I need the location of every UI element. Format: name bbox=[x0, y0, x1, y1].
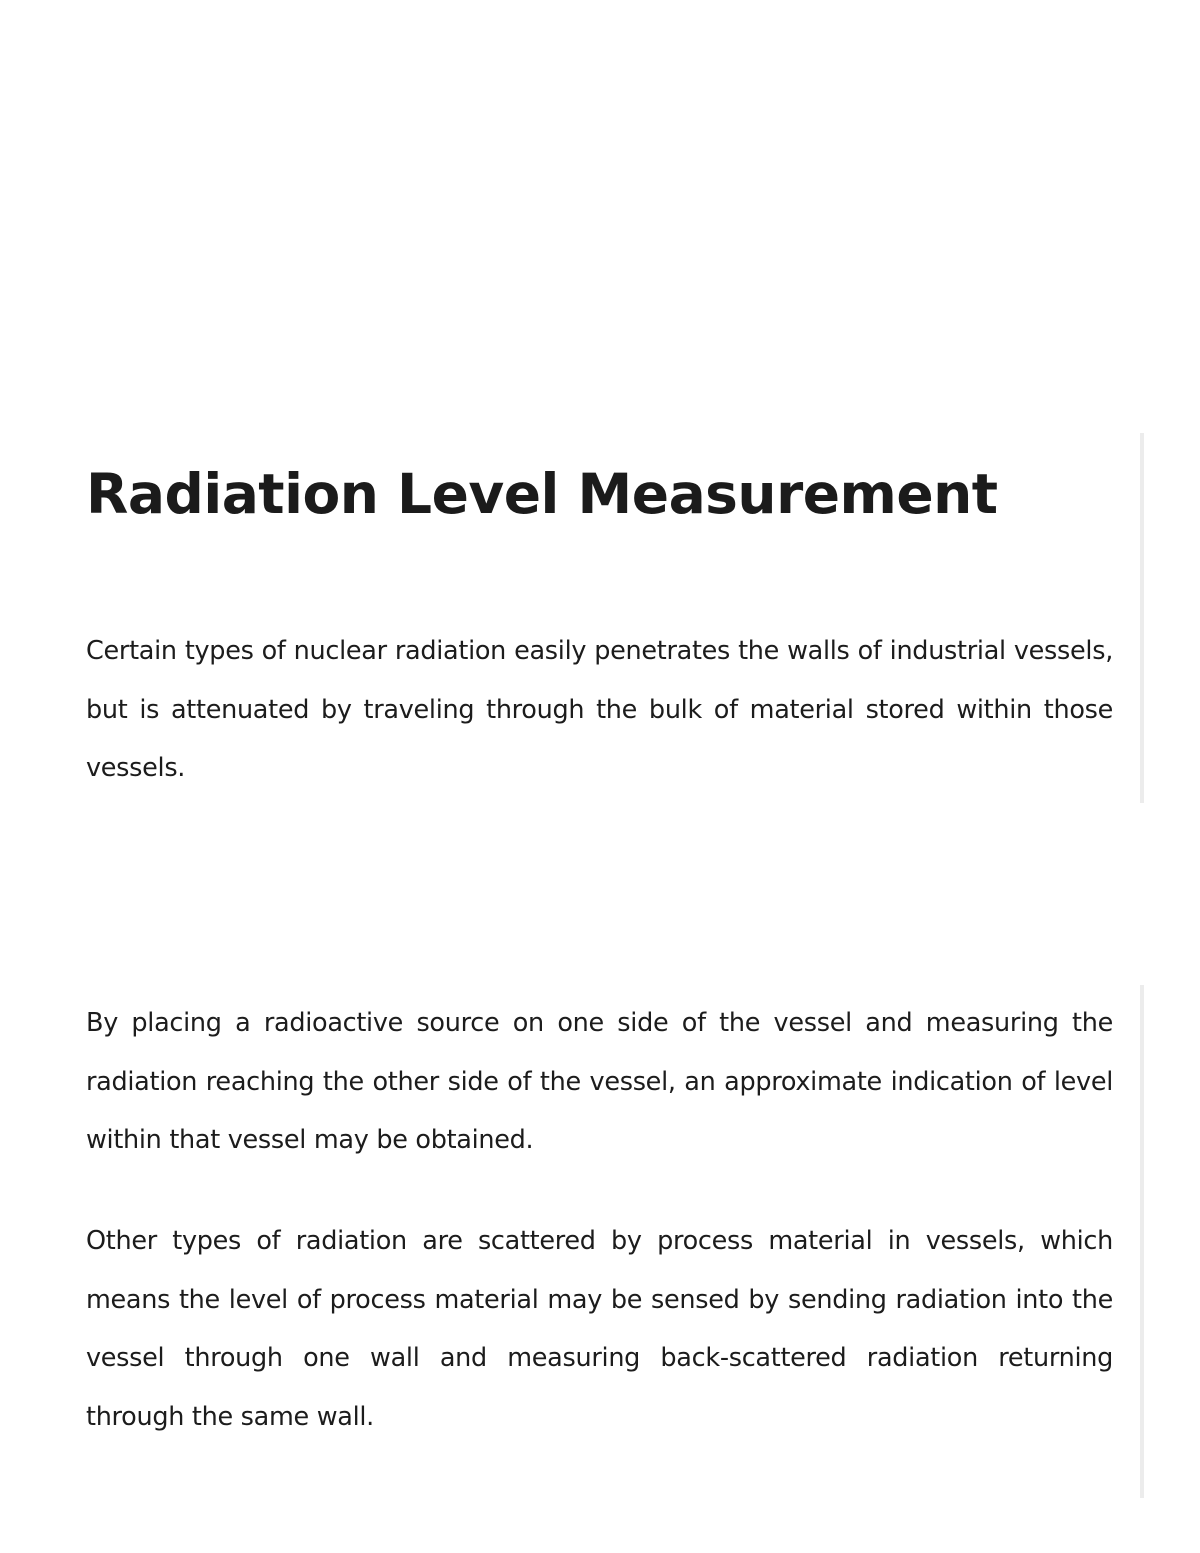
paragraph-backscatter: Other types of radiation are scattered by process material in vessels, which means the level of process material may be sensed by sending radiation into the vessel through one wall and measuring back-scattered radiation returning through the same wall. bbox=[86, 1226, 1113, 1432]
paragraph-transmission: By placing a radioactive source on one side of the vessel and measuring the radiation reaching the other side of the vessel, an approximate indication of level within that vessel may be obtained. bbox=[86, 1008, 1113, 1155]
section-divider bbox=[1140, 985, 1144, 1498]
paragraph-intro: Certain types of nuclear radiation easily penetrates the walls of industrial vessels, but is attenuated by traveling through the bulk of material stored within those vessels. bbox=[86, 636, 1113, 783]
section-divider bbox=[1140, 433, 1144, 803]
page-title: Radiation Level Measurement bbox=[86, 462, 998, 526]
